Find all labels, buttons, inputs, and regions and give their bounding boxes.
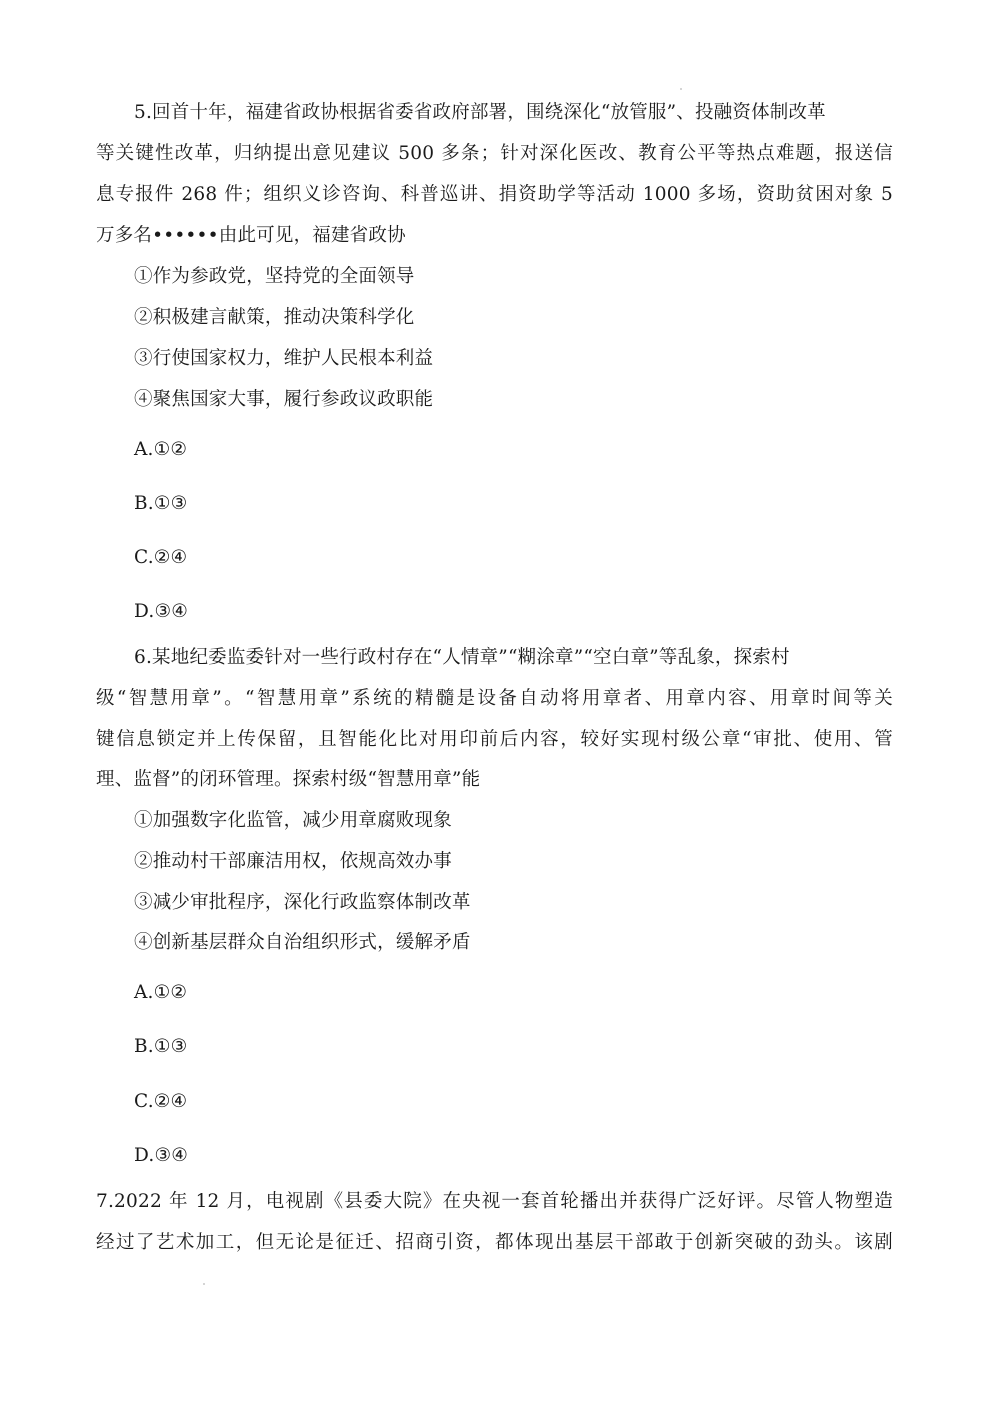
q5-stem-line-1: 5.回首十年，福建省政协根据省委省政府部署，围绕深化“放管服”、投融资体制改革 [134,102,826,123]
q6-stem-line-4: 理、监督”的闭环管理。探索村级“智慧用章”能 [96,769,481,790]
scan-speck [680,88,682,90]
q5-stem-line-4: 万多名••••••由此可见，福建省政协 [96,225,406,246]
q6-statement-1: ①加强数字化监管，减少用章腐败现象 [134,810,452,831]
q6-stem-line-1: 6.某地纪委监委针对一些行政村存在“人情章”“糊涂章”“空白章”等乱象，探索村 [134,647,790,668]
q6-option-d: D.③④ [134,1145,189,1166]
q6-statement-3: ③减少审批程序，深化行政监察体制改革 [134,892,471,913]
q6-stem-line-3: 键信息锁定并上传保留，且智能化比对用印前后内容，较好实现村级公章“审批、使用、管 [96,729,893,750]
q5-statement-2: ②积极建言献策，推动决策科学化 [134,307,415,328]
q6-option-a: A.①② [134,982,188,1003]
q5-option-a: A.①② [134,439,188,460]
q5-option-c: C.②④ [134,547,188,568]
q6-statement-2: ②推动村干部廉洁用权，依规高效办事 [134,851,452,872]
q5-statement-4: ④聚焦国家大事，履行参政议政职能 [134,389,434,410]
q6-statement-4: ④创新基层群众自治组织形式，缓解矛盾 [134,932,471,953]
q6-option-c: C.②④ [134,1091,188,1112]
q5-option-b: B.①③ [134,493,188,514]
q6-option-b: B.①③ [134,1036,188,1057]
q5-stem-line-2: 等关键性改革，归纳提出意见建议 500 多条；针对深化医改、教育公平等热点难题，报送信 [96,143,893,164]
q6-stem-line-2: 级“智慧用章”。“智慧用章”系统的精髓是设备自动将用章者、用章内容、用章时间等关 [96,688,893,709]
q5-stem-line-3: 息专报件 268 件；组织义诊咨询、科普巡讲、捐资助学等活动 1000 多场，资助贫困对象 5 [96,184,893,205]
q5-statement-1: ①作为参政党，坚持党的全面领导 [134,266,415,287]
q5-statement-3: ③行使国家权力，维护人民根本利益 [134,348,434,369]
q7-stem-line-2: 经过了艺术加工，但无论是征迁、招商引资，都体现出基层干部敢于创新突破的劲头。该剧 [96,1232,893,1253]
scan-speck [203,1283,205,1285]
q7-stem-line-1: 7.2022 年 12 月，电视剧《县委大院》在央视一套首轮播出并获得广泛好评。尽管人物塑造 [96,1191,893,1212]
q5-option-d: D.③④ [134,601,189,622]
